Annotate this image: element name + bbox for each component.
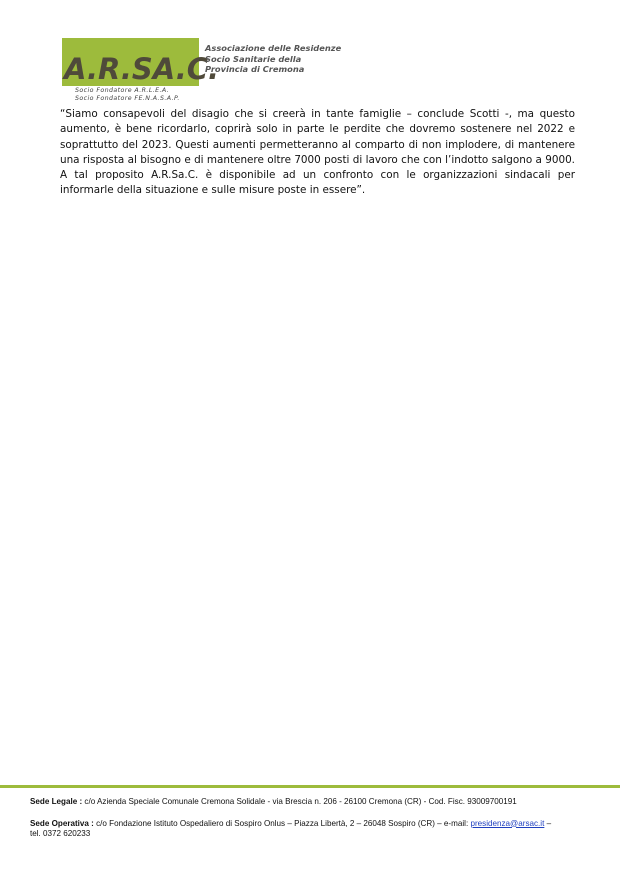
footer-divider bbox=[0, 785, 620, 788]
association-line: Provincia di Cremona bbox=[205, 64, 305, 74]
footer bbox=[30, 797, 585, 840]
email-trailing-dash: – bbox=[544, 818, 552, 828]
founder-membership bbox=[75, 87, 180, 103]
operative-address bbox=[30, 819, 585, 840]
phone-number: tel. 0372 620233 bbox=[30, 829, 91, 838]
legal-address-label: Sede Legale : bbox=[30, 797, 83, 806]
legal-address-text: c/o Azienda Speciale Comunale Cremona Solidale - via Brescia n. 206 - 26100 Cremona (CR) - Cod. Fisc. 93009700191 bbox=[82, 797, 517, 806]
quote-paragraph: “Siamo consapevoli del disagio che si creerà in tante famiglie – conclude Scotti -, ma questo aumento, è bene ricordarlo, coprirà solo in parte le perdite che dovremo sostenere nel 2022 e soprattutto del 2023. Questi aumenti permetteranno al comparto di non implodere, di mantenere una risposta al bisogno e di mantenere oltre 7000 posti di lavoro che con l’indotto salgono a 9000. A tal proposito A.R.Sa.C. è disponibile ad un confronto con le organizzazioni sindacali per informarle della situazione e sulle misure poste in essere”. bbox=[60, 108, 575, 197]
founder-line: Socio Fondatore FE.N.A.S.A.P. bbox=[75, 95, 180, 102]
legal-address bbox=[30, 797, 585, 808]
operative-address-text: c/o Fondazione Istituto Ospedaliero di Sospiro Onlus – Piazza Libertà, 2 – 26048 Sospiro (CR) – e-mail: bbox=[93, 818, 471, 828]
association-line: Socio Sanitarie della bbox=[205, 53, 302, 64]
association-name bbox=[205, 43, 341, 75]
letterhead bbox=[62, 38, 362, 104]
association-line: Associazione delle Residenze bbox=[205, 43, 342, 53]
operative-address-label: Sede Operativa : bbox=[30, 818, 94, 828]
email-link[interactable]: presidenza@arsac.it bbox=[470, 818, 545, 828]
arsac-logo: A.R.SA.C. bbox=[64, 52, 220, 86]
founder-line: Socio Fondatore A.R.L.E.A. bbox=[75, 87, 170, 94]
